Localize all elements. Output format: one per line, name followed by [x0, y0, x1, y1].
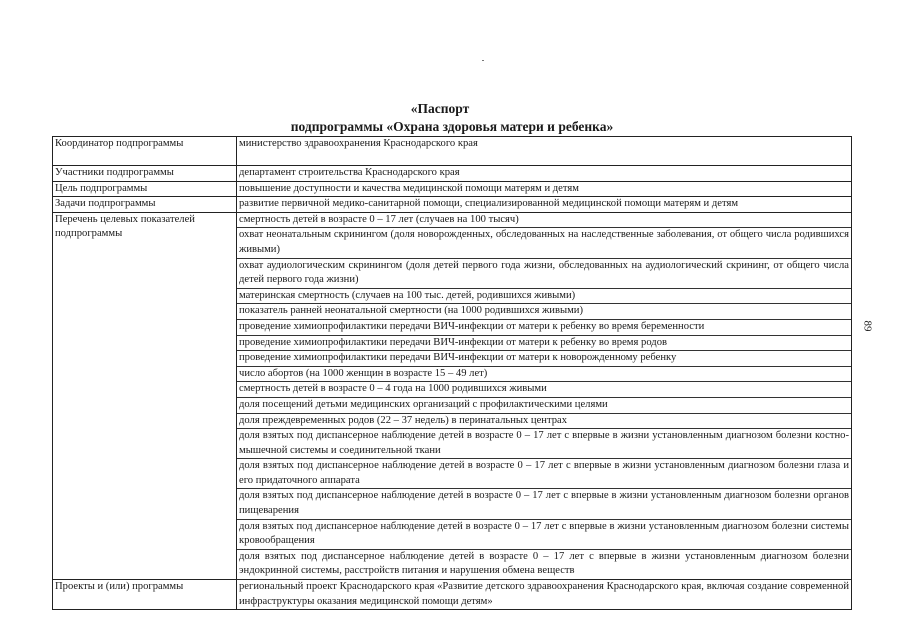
table-row [53, 137, 852, 166]
title-line-1: «Паспорт [410, 101, 470, 116]
title-line-2: подпрограммы «Охрана здоровья матери и ребенка» [290, 119, 614, 134]
indicator-item: охват неонатальным скринингом (доля новорожденных, обследованных на наследственные заболевания, от общего числа родившихся живыми) [237, 227, 851, 257]
participants-value: департамент строительства Краснодарского края [237, 166, 852, 182]
indicators-label: Перечень целевых показателей подпрограммы [53, 212, 237, 579]
page-number: 89 [861, 320, 874, 332]
table-row [53, 580, 852, 610]
projects-label: Проекты и (или) программы [53, 580, 237, 610]
indicator-item: доля преждевременных родов (22 – 37 недель) в перинатальных центрах [237, 413, 851, 429]
indicator-item: проведение химиопрофилактики передачи ВИЧ-инфекции от матери к ребенку во время беременности [237, 319, 851, 335]
coordinator-label: Координатор подпрограммы [53, 137, 237, 166]
projects-value: региональный проект Краснодарского края «Развитие детского здравоохранения Краснодарского края, включая создание современной инфраструктуры оказания медицинской помощи детям» [237, 580, 852, 610]
indicator-item: доля взятых под диспансерное наблюдение детей в возрасте 0 – 17 лет с впервые в жизни установленным диагнозом болезни глаза и его придаточного аппарата [237, 458, 851, 488]
indicator-item: доля взятых под диспансерное наблюдение детей в возрасте 0 – 17 лет с впервые в жизни установленным диагнозом болезни органов пищеварения [237, 488, 851, 518]
indicator-item: доля посещений детьми медицинских организаций с профилактическими целями [237, 397, 851, 413]
table-row [53, 212, 852, 579]
table-row [53, 181, 852, 197]
tasks-value: развитие первичной медико-санитарной помощи, специализированной медицинской помощи матерям и детям [237, 197, 852, 213]
indicator-item: доля взятых под диспансерное наблюдение детей в возрасте 0 – 17 лет с впервые в жизни установленным диагнозом болезни костно-мышечной системы и соединительной ткани [237, 428, 851, 458]
indicator-item: проведение химиопрофилактики передачи ВИЧ-инфекции от матери к ребенку во время родов [237, 335, 851, 351]
indicator-item: показатель ранней неонатальной смертности (на 1000 родившихся живыми) [237, 303, 851, 319]
scan-speck [482, 60, 484, 61]
table-row [53, 166, 852, 182]
goal-value: повышение доступности и качества медицинской помощи матерям и детям [237, 181, 852, 197]
indicator-item: материнская смертность (случаев на 100 тыс. детей, родившихся живыми) [237, 288, 851, 304]
indicator-item: проведение химиопрофилактики передачи ВИЧ-инфекции от матери к новорожденному ребенку [237, 350, 851, 366]
indicator-item: смертность детей в возрасте 0 – 17 лет (случаев на 100 тысяч) [239, 213, 519, 225]
document-title [52, 100, 852, 136]
indicator-item: число абортов (на 1000 женщин в возрасте 15 – 49 лет) [237, 366, 851, 382]
table-row [53, 197, 852, 213]
participants-label: Участники подпрограммы [53, 166, 237, 182]
tasks-label: Задачи подпрограммы [53, 197, 237, 213]
indicator-item: доля взятых под диспансерное наблюдение детей в возрасте 0 – 17 лет с впервые в жизни установленным диагнозом болезни системы кровообращения [237, 519, 851, 549]
passport-table [52, 136, 852, 610]
coordinator-value: министерство здравоохранения Краснодарского края [237, 137, 852, 166]
indicator-item: доля взятых под диспансерное наблюдение детей в возрасте 0 – 17 лет с впервые в жизни установленным диагнозом болезни эндокринной системы, расстройств питания и нарушения обмена веществ [237, 549, 851, 579]
goal-label: Цель подпрограммы [53, 181, 237, 197]
indicator-item: смертность детей в возрасте 0 – 4 года на 1000 родившихся живыми [237, 381, 851, 397]
indicators-list [237, 212, 852, 579]
indicator-item: охват аудиологическим скринингом (доля детей первого года жизни, обследованных на аудиологический скрининг, от общего числа детей первого года жизни) [237, 258, 851, 288]
